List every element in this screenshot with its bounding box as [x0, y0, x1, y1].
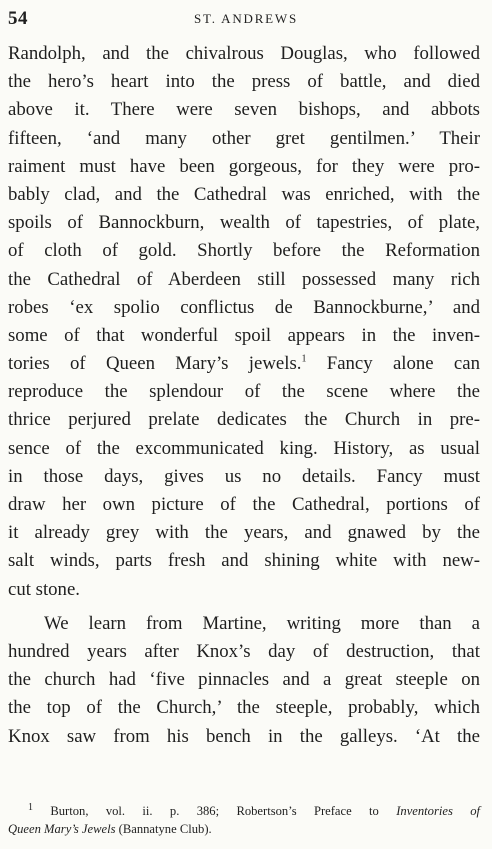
text-segment: tories of Queen Mary’s jewels.: [8, 353, 302, 375]
text-line: of cloth of gold. Shortly before the Reformation: [8, 240, 480, 262]
footnote-text: (Bannatyne Club).: [115, 822, 212, 836]
text-line: raiment must have been gorgeous, for they were pro-: [8, 155, 480, 177]
footnote-line: [8, 802, 480, 820]
running-head: ST. ANDREWS: [193, 11, 299, 26]
text-line: thrice perjured prelate dedicates the Church in pre-: [8, 409, 480, 431]
text-line: Knox saw from his bench in the galleys. ‘At the: [8, 725, 480, 747]
text-line: in those days, gives us no details. Fancy must: [8, 465, 480, 487]
text-line-with-footnote: [8, 350, 480, 378]
page-number: 54: [8, 8, 28, 29]
body-text: [8, 40, 480, 751]
footnote-text: Burton, vol. ii. p. 386; Robertson’s Preface to: [50, 804, 397, 818]
text-line: draw her own picture of the Cathedral, portions of: [8, 494, 480, 515]
footnote-reference: 1: [301, 353, 307, 365]
text-line: spoils of Bannockburn, wealth of tapestries, of plate,: [8, 212, 480, 234]
text-line: cut stone.: [8, 578, 80, 600]
text-line: above it. There were seven bishops, and abbots: [8, 99, 480, 121]
text-line: bably clad, and the Cathedral was enriched, with the: [8, 183, 480, 205]
paragraph-first-line: We learn from Martine, writing more than a: [44, 612, 480, 634]
text-line: hundred years after Knox’s day of destruction, that: [8, 640, 480, 662]
text-line: the church had ‘five pinnacles and a great steeple on: [8, 669, 480, 691]
text-line: some of that wonderful spoil appears in the inven-: [8, 324, 480, 346]
text-line: sence of the excommunicated king. History, as usual: [8, 437, 480, 459]
text-line: the hero’s heart into the press of battle, and died: [8, 71, 480, 93]
text-line: reproduce the splendour of the scene where the: [8, 381, 480, 403]
text-line: Randolph, and the chivalrous Douglas, who followed: [8, 43, 480, 64]
text-line: the top of the Church,’ the steeple, probably, which: [8, 697, 480, 719]
text-line: robes ‘ex spolio conflictus de Bannockburne,’ and: [8, 296, 480, 318]
text-line: the Cathedral of Aberdeen still possessed many rich: [8, 268, 480, 290]
footnote-marker: 1: [28, 801, 33, 813]
footnote-line: [8, 820, 480, 838]
text-line: it already grey with the years, and gnawed by the: [8, 522, 480, 544]
footnote: [8, 802, 480, 838]
text-line: salt winds, parts fresh and shining white with new-: [8, 550, 480, 572]
text-line: fifteen, ‘and many other gret gentilmen.’ Their: [8, 127, 480, 149]
footnote-title: Queen Mary’s Jewels: [8, 822, 116, 836]
text-segment: Fancy alone can: [326, 353, 480, 375]
footnote-title: Inventories of: [396, 804, 480, 818]
page-header: [8, 8, 484, 30]
